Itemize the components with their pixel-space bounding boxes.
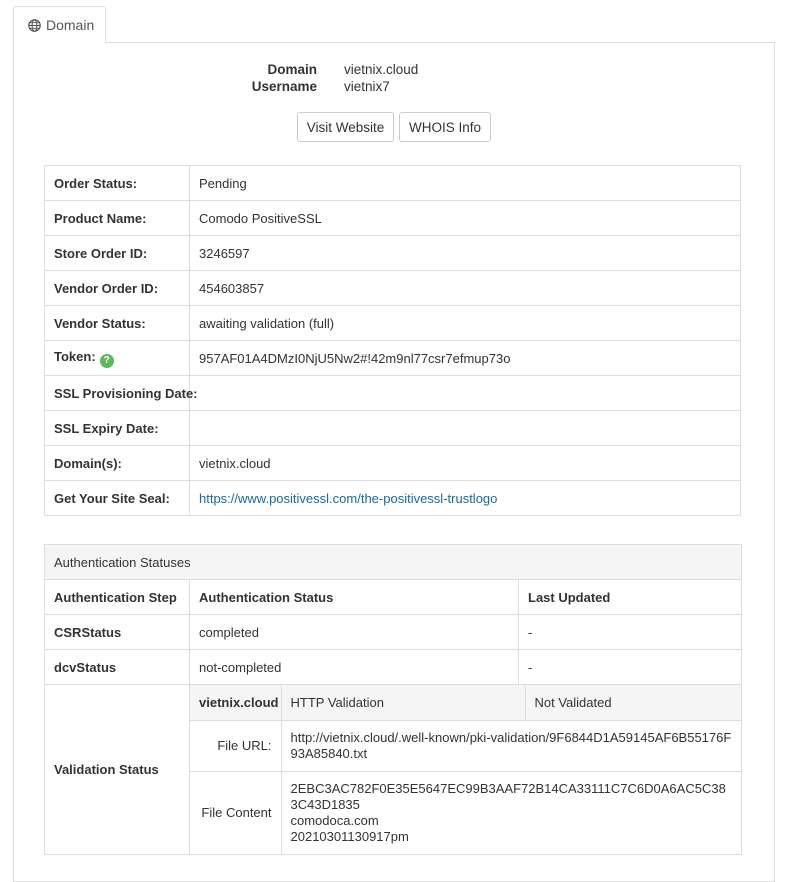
auth-header-row: [45, 580, 742, 615]
site-seal-label: Get Your Site Seal:: [45, 481, 190, 516]
file-url-label: File URL:: [190, 720, 281, 771]
table-row: [190, 771, 742, 854]
ssl-provisioning-date-label: SSL Provisioning Date:: [45, 376, 190, 411]
vendor-order-id-label: Vendor Order ID:: [45, 271, 190, 306]
file-url-value: http://vietnix.cloud/.well-known/pki-validation/9F6844D1A59145AF6B55176F93A85840.txt: [281, 720, 742, 771]
header-updated: Last Updated: [519, 580, 742, 615]
table-row: [45, 376, 741, 411]
table-row: [45, 236, 741, 271]
csr-updated: -: [519, 615, 742, 650]
tab-domain[interactable]: [13, 6, 106, 43]
store-order-id-label: Store Order ID:: [45, 236, 190, 271]
table-row: [190, 685, 742, 720]
validation-domain: vietnix.cloud: [190, 685, 281, 720]
store-order-id-value: 3246597: [190, 236, 741, 271]
domains-value: vietnix.cloud: [190, 446, 741, 481]
file-content-line: comodoca.com: [290, 812, 379, 828]
domain-label: Domain: [267, 62, 317, 77]
file-content-line: 2EBC3AC782F0E35E5647EC99B3AAF72B14CA33111C7C6D0A6AC5C383C43D1835: [290, 780, 726, 812]
auth-title: Authentication Statuses: [45, 545, 742, 580]
ssl-expiry-date-label: SSL Expiry Date:: [45, 411, 190, 446]
token-label: Token:: [54, 348, 96, 364]
vendor-order-id-value: 454603857: [190, 271, 741, 306]
domain-value: vietnix.cloud: [344, 62, 419, 77]
csr-status: completed: [190, 615, 519, 650]
file-content-value: [281, 771, 742, 854]
ssl-provisioning-date-value: [190, 376, 741, 411]
token-value: 957AF01A4DMzI0NjU5Nw2#!42m9nl77csr7efmup73o: [190, 341, 741, 376]
auth-title-row: [45, 545, 742, 580]
validation-method: HTTP Validation: [281, 685, 525, 720]
username-value: vietnix7: [344, 79, 390, 94]
action-buttons: [297, 112, 491, 142]
auth-statuses-table: [44, 544, 742, 855]
help-icon[interactable]: ?: [100, 354, 114, 368]
vendor-status-label: Vendor Status:: [45, 306, 190, 341]
table-row: [45, 411, 741, 446]
globe-icon: [28, 19, 41, 32]
order-status-value: Pending: [190, 166, 741, 201]
whois-info-button[interactable]: WHOIS Info: [399, 112, 491, 142]
validation-status-label: Validation Status: [45, 685, 190, 855]
csr-step: CSRStatus: [45, 615, 190, 650]
validation-row: [45, 685, 742, 855]
table-row: [45, 201, 741, 236]
table-row: [45, 166, 741, 201]
site-seal-link[interactable]: https://www.positivessl.com/the-positivessl-trustlogo: [199, 490, 498, 506]
file-content-line: 20210301130917pm: [290, 828, 409, 844]
site-seal-cell: [190, 481, 741, 516]
product-name-label: Product Name:: [45, 201, 190, 236]
validation-details-cell: [190, 685, 742, 855]
table-row: [45, 650, 742, 685]
header-step: Authentication Step: [45, 580, 190, 615]
token-label-cell: [45, 341, 190, 376]
table-row: [45, 446, 741, 481]
table-row: [45, 615, 742, 650]
domains-label: Domain(s):: [45, 446, 190, 481]
file-content-label: File Content: [190, 771, 281, 854]
dcv-updated: -: [519, 650, 742, 685]
dcv-status: not-completed: [190, 650, 519, 685]
visit-website-button[interactable]: Visit Website: [297, 112, 394, 142]
validation-state: Not Validated: [525, 685, 742, 720]
username-label: Username: [251, 79, 317, 94]
table-row: [45, 341, 741, 376]
ssl-expiry-date-value: [190, 411, 741, 446]
product-name-value: Comodo PositiveSSL: [190, 201, 741, 236]
vendor-status-value: awaiting validation (full): [190, 306, 741, 341]
tab-domain-label: Domain: [46, 17, 95, 33]
domain-info: [0, 61, 794, 95]
validation-details-table: [190, 685, 742, 854]
table-row: [190, 720, 742, 771]
table-row: [45, 306, 741, 341]
order-details-table: [44, 165, 741, 516]
table-row: [45, 481, 741, 516]
header-status: Authentication Status: [190, 580, 519, 615]
order-status-label: Order Status:: [45, 166, 190, 201]
dcv-step: dcvStatus: [45, 650, 190, 685]
table-row: [45, 271, 741, 306]
